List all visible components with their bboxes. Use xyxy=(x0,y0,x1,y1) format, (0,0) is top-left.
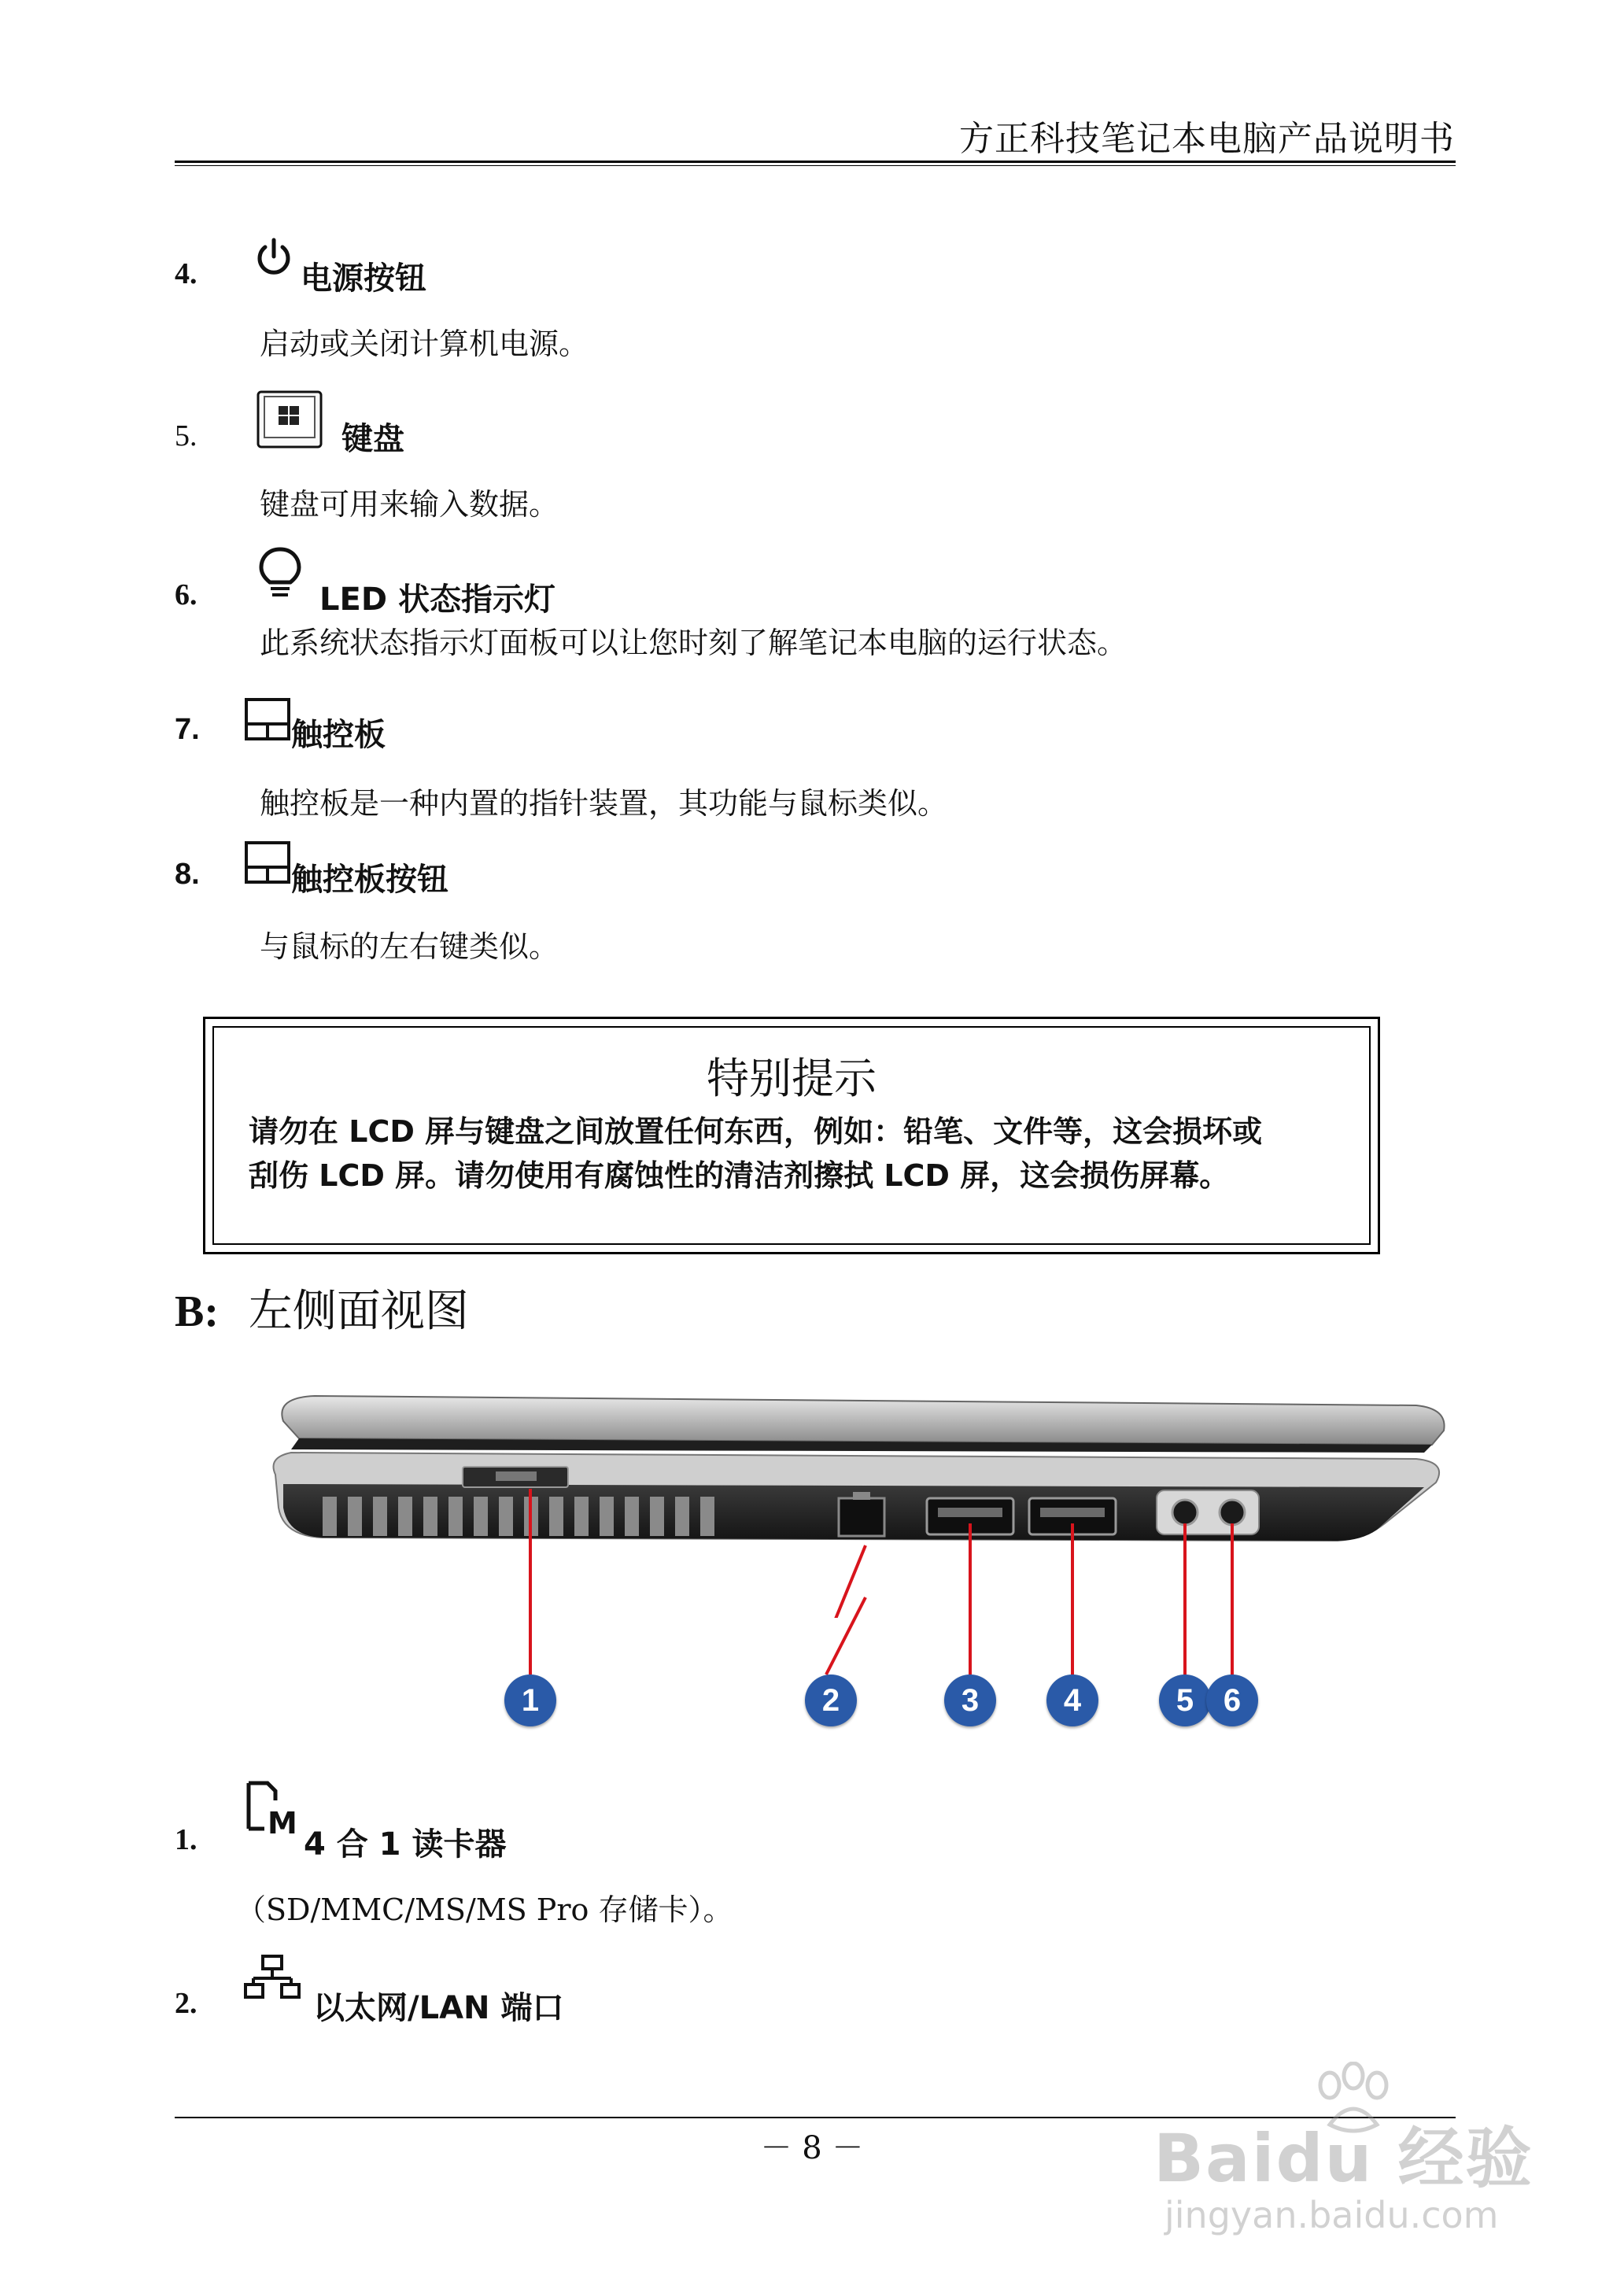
special-notice-box xyxy=(203,1017,1380,1254)
notice-line: 刮伤 LCD 屏。请勿使用有腐蚀性的清洁剂擦拭 LCD 屏，这会损伤屏幕。 xyxy=(249,1158,1230,1193)
item-description: 触控板是一种内置的指针装置，其功能与鼠标类似。 xyxy=(260,786,948,821)
laptop-left-side-photo xyxy=(268,1390,1448,1618)
callout-marker: 5 xyxy=(1159,1675,1211,1726)
item-number: 4. xyxy=(175,257,197,290)
item-number: 6. xyxy=(175,578,197,611)
card-reader-icon xyxy=(244,1780,304,1838)
header-rule xyxy=(175,161,1456,163)
item-number: 8. xyxy=(175,858,200,891)
section-prefix: B: xyxy=(175,1287,219,1336)
header-rule-thin xyxy=(175,165,1456,166)
callout-marker: 2 xyxy=(805,1675,857,1726)
watermark-brand: Baidu 经验 xyxy=(1153,2120,1534,2197)
item-title: 电源按钮 xyxy=(301,260,426,297)
notice-text xyxy=(249,1110,1345,1198)
item-title: 以太网/LAN 端口 xyxy=(313,1990,564,2026)
notice-line: 请勿在 LCD 屏与键盘之间放置任何东西，例如：铅笔、文件等，这会损坏或 xyxy=(249,1114,1263,1149)
section-title: 左侧面视图 xyxy=(248,1286,469,1337)
baidu-jingyan-watermark xyxy=(1149,2062,1589,2258)
item-description: 启动或关闭计算机电源。 xyxy=(260,327,589,361)
item-description: 键盘可用来输入数据。 xyxy=(260,487,559,522)
item-title: 触控板按钮 xyxy=(291,862,448,898)
svg-text:M: M xyxy=(268,1806,297,1838)
notice-title: 特别提示 xyxy=(707,1054,877,1103)
item-title: LED 状态指示灯 xyxy=(319,582,555,618)
item-number: 7. xyxy=(175,713,200,746)
item-number: 2. xyxy=(175,1987,197,2020)
item-number: 5. xyxy=(175,419,197,452)
section-heading xyxy=(175,1276,469,1339)
callout-marker: 6 xyxy=(1206,1675,1258,1726)
item-description: 与鼠标的左右键类似。 xyxy=(260,929,559,964)
network-icon xyxy=(244,1953,301,2002)
power-icon xyxy=(252,236,296,280)
page-number: － 8 － xyxy=(760,2130,864,2166)
callout-marker: 4 xyxy=(1046,1675,1098,1726)
item-title: 触控板 xyxy=(291,717,386,753)
callout-marker: 3 xyxy=(944,1675,996,1726)
item-title: 4 合 1 读卡器 xyxy=(304,1826,507,1863)
touchpad-icon xyxy=(244,697,291,741)
item-description: （SD/MMC/MS/MS Pro 存储卡）。 xyxy=(236,1892,733,1927)
watermark-url: jingyan.baidu.com xyxy=(1164,2194,1499,2236)
keyboard-windows-icon xyxy=(257,390,323,449)
laptop-side-illustration xyxy=(268,1390,1448,1618)
item-title: 键盘 xyxy=(341,421,404,457)
item-description: 此系统状态指示灯面板可以让您时刻了解笔记本电脑的运行状态。 xyxy=(260,626,1128,660)
touchpad-icon xyxy=(244,840,291,884)
document-header-title: 方正科技笔记本电脑产品说明书 xyxy=(959,119,1455,159)
special-notice-inner-border xyxy=(212,1026,1371,1245)
led-bulb-icon xyxy=(257,546,304,598)
callout-marker: 1 xyxy=(504,1675,556,1726)
item-number: 1. xyxy=(175,1823,197,1856)
